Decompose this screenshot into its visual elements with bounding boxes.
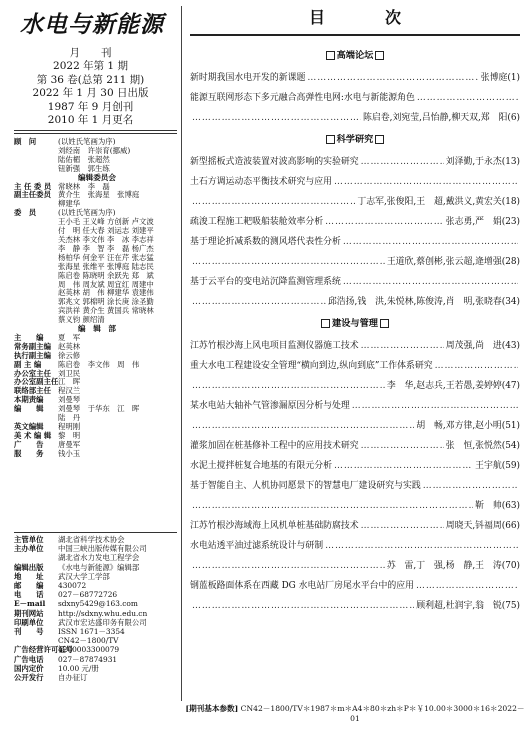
credit-row xyxy=(14,405,180,414)
period-label: 月 刊 xyxy=(69,47,112,59)
publisher-value: 自办征订 xyxy=(58,673,88,683)
credit-key: 执行副主编 xyxy=(14,350,51,360)
credit-key: 编 辑 xyxy=(14,404,44,414)
publisher-key: 国内定价 xyxy=(14,663,44,673)
publisher-row xyxy=(14,618,180,627)
entry-author: 顾利超,杜润宇,翁 锐(75) xyxy=(416,601,520,611)
publisher-value: 湖北省水力发电工程学会 xyxy=(58,553,140,563)
credit-row xyxy=(14,450,180,459)
credit-key xyxy=(14,254,58,263)
credit-value: 刘曼琴 xyxy=(58,395,81,405)
entry-author: 王道欣,蔡创彬,张云超,逄增强(28) xyxy=(386,257,520,267)
leader-dots xyxy=(325,212,444,232)
toc-entry xyxy=(190,152,520,172)
credit-value: 杨柏华 何金平 汪在芹 张志猛 xyxy=(58,252,154,262)
publish-date: 2022 年 1 月 30 日出版 xyxy=(32,87,149,100)
credit-key: 常务副主编 xyxy=(14,341,51,351)
toc-entry xyxy=(190,436,520,456)
section-name: 科学研究 xyxy=(336,134,374,145)
publisher-row xyxy=(14,590,180,599)
entry-author: 张志勇,严 娟(23) xyxy=(445,217,520,227)
publisher-row xyxy=(14,581,180,590)
publisher-row xyxy=(14,664,180,673)
entry-title: 灌浆加固在桩基修补工程中的应用技术研究 xyxy=(190,441,359,451)
toc-entry xyxy=(190,476,520,496)
toc-entry xyxy=(190,456,520,476)
credit-value: 柳建华 xyxy=(58,199,81,209)
publisher-value: 中国三峡出版传媒有限公司 xyxy=(58,544,147,554)
credit-value: (以姓氏笔画为序) xyxy=(58,137,116,146)
entry-author: 丁志军,张俊阳,王 超,戴洪义,黄宏关(18) xyxy=(357,197,520,207)
entry-title: 基于云平台的变电站沉降监测管理系统 xyxy=(190,277,341,287)
credit-key: 办公室副主任 xyxy=(14,377,59,387)
toc-section-heading xyxy=(190,314,520,334)
box-icon xyxy=(326,51,335,60)
toc-entry xyxy=(190,68,520,88)
credit-key xyxy=(14,218,58,227)
credit-key: 主 任 委 员 xyxy=(14,181,52,191)
section-name: 建设与管理 xyxy=(332,318,378,329)
credit-value: 钱小玉 xyxy=(58,448,81,458)
toc-entry xyxy=(190,356,520,376)
divider xyxy=(14,532,177,533)
divider xyxy=(14,130,177,131)
entry-title: 水泥土搅拌桩复合地基的有限元分析 xyxy=(190,461,332,471)
toc-entry xyxy=(190,172,520,192)
leader-dots xyxy=(417,88,518,108)
credit-value: 张海星 张维平 张博庭 陆志民 xyxy=(58,261,154,271)
credit-key xyxy=(14,272,58,281)
publisher-row xyxy=(14,609,180,618)
toc-entry xyxy=(190,192,520,212)
params-value: CN42－1800/TV＊1987＊m＊A4＊80＊zh＊P＊￥10.00＊3000＊16＊2022－01 xyxy=(240,704,525,723)
credit-key xyxy=(14,281,58,290)
advisor-name: 钮新强 郭生练 xyxy=(58,163,110,173)
leader-dots xyxy=(343,232,518,252)
publisher-value: 《水电与新能源》编辑部 xyxy=(58,562,140,572)
publisher-row xyxy=(14,636,180,645)
advisor-list xyxy=(14,147,180,174)
params-label: [期刊基本参数] xyxy=(185,704,239,713)
publisher-key xyxy=(14,636,58,645)
credit-key: 副主任委员 xyxy=(14,190,51,200)
credit-value: 赵英林 胡 伟 柳建华 袁建伟 xyxy=(58,288,154,298)
credit-value: 刘卫民 xyxy=(58,368,81,378)
credit-value: 徐云修 xyxy=(58,350,81,360)
credit-value: 赵英林 xyxy=(58,341,81,351)
credit-value: 付 明 任大春 刘运志 刘建平 xyxy=(58,226,154,236)
credit-key: 联络部主任 xyxy=(14,386,51,396)
credit-key xyxy=(14,316,58,325)
toc-entry xyxy=(190,108,520,128)
board-list xyxy=(14,183,180,326)
entry-title: 基于智能自主、人机协同愿景下的智慧电厂建设研究与实践 xyxy=(190,481,421,491)
entry-title: 江苏竹根沙海域海上风机单桩基础防腐技术 xyxy=(190,521,359,531)
entry-author: 王宇航(59) xyxy=(475,461,520,471)
leader-dots xyxy=(416,576,518,596)
toc-entry xyxy=(190,516,520,536)
toc-section-heading xyxy=(190,130,520,150)
publisher-value: http://sdxny.whu.edu.cn xyxy=(58,608,148,618)
leader-dots xyxy=(192,496,473,516)
credit-value: 程明刚 xyxy=(58,422,81,431)
box-icon xyxy=(375,51,384,60)
publisher-row xyxy=(14,673,180,682)
entry-title: 新时期我国水电开发的新课题 xyxy=(190,73,306,83)
credit-value: (以姓氏笔画为序) xyxy=(58,208,116,218)
credit-value: 王小毛 王义峰 方创新 卢文波 xyxy=(58,217,154,227)
editorial-credits xyxy=(14,138,180,459)
credit-value: 陈启卷 陈晓明 余跃先 郑 斌 xyxy=(58,270,154,280)
publisher-key: 广告电话 xyxy=(14,654,44,664)
publisher-key: E－mail xyxy=(14,599,46,609)
journal-logo: 水电与新能源 xyxy=(20,11,164,38)
credit-value: 周 伟 周友斌 周宜红 周建中 xyxy=(58,279,154,289)
leader-dots xyxy=(192,108,361,128)
leader-dots xyxy=(361,152,444,172)
publisher-key: 地 址 xyxy=(14,571,44,581)
toc-entry xyxy=(190,536,520,556)
credit-value: 陆 丹 xyxy=(58,413,81,423)
leader-dots xyxy=(361,516,444,536)
divider xyxy=(14,133,177,134)
publisher-row xyxy=(14,544,180,553)
publisher-row xyxy=(14,627,180,636)
toc-entry xyxy=(190,556,520,576)
credit-key xyxy=(14,245,58,254)
leader-dots xyxy=(361,336,444,356)
toc-entry xyxy=(190,396,520,416)
leader-dots xyxy=(192,252,385,272)
leader-dots xyxy=(435,356,518,376)
editorial-title: 编 辑 部 xyxy=(78,324,116,334)
leader-dots xyxy=(192,416,414,436)
credit-value: 程汉兰 xyxy=(58,386,81,396)
credit-key: 委 员 xyxy=(14,208,37,218)
publisher-info xyxy=(14,535,180,682)
leader-dots xyxy=(334,172,518,192)
credit-key xyxy=(14,307,58,316)
toc-entry xyxy=(190,596,520,616)
credit-key xyxy=(14,165,58,174)
entry-author: 刘泽勤,于永杰(13) xyxy=(445,157,520,167)
publisher-key: 广告经营许可证号 xyxy=(14,645,74,655)
toc-entry xyxy=(190,212,520,232)
box-icon xyxy=(326,135,335,144)
section-name: 高端论坛 xyxy=(336,50,374,61)
credit-key: 美 术 编 辑 xyxy=(14,430,52,440)
credit-key xyxy=(14,147,58,156)
credit-value: 陈启卷 李文伟 周 伟 xyxy=(58,359,140,369)
publisher-key xyxy=(14,553,58,562)
entry-title: 江苏竹根沙海上风电项目监测仪器施工技术 xyxy=(190,341,359,351)
publisher-row xyxy=(14,553,180,562)
publisher-key: 邮 编 xyxy=(14,581,44,591)
credit-value: 李 静 李 智 李 磊 杨广杰 xyxy=(58,243,154,253)
toc-entry xyxy=(190,376,520,396)
publisher-value: 027－87874931 xyxy=(58,654,118,664)
toc-entry xyxy=(190,252,520,272)
toc-title: 目 次 xyxy=(308,8,423,27)
entry-author: 周晓天,钭福周(66) xyxy=(445,521,520,531)
credit-value: 唐曼军 xyxy=(58,439,81,449)
leader-dots xyxy=(361,436,444,456)
credit-key: 广 告 xyxy=(14,439,44,449)
credit-key: 英文编辑 xyxy=(14,422,44,431)
credit-key xyxy=(14,227,58,236)
publisher-value: 湖北省科学技术协会 xyxy=(58,535,125,544)
publisher-key: 主办单位 xyxy=(14,544,44,554)
publisher-row xyxy=(14,655,180,664)
entry-author: 张博庭(1) xyxy=(480,73,520,83)
publisher-value: sdxny5429@163.com xyxy=(58,599,138,609)
publisher-key: 印刷单位 xyxy=(14,617,44,627)
credit-key xyxy=(14,263,58,272)
credit-key: 副 主 编 xyxy=(14,359,42,369)
publisher-key: 编辑出版 xyxy=(14,562,44,572)
issue-info xyxy=(0,47,181,127)
toc-entry xyxy=(190,272,520,292)
toc-rule xyxy=(190,34,520,36)
volume-number: 第 36 卷(总第 211 期) xyxy=(36,73,145,86)
entry-author: 张 恒,张悦然(54) xyxy=(445,441,520,451)
credit-key: 本期责编 xyxy=(14,395,44,405)
publisher-row xyxy=(14,535,180,544)
advisor-name: 刘经南 许崇育(挪威) xyxy=(58,145,131,155)
publisher-key: 期刊网站 xyxy=(14,608,44,618)
credit-key: 主 编 xyxy=(14,332,44,342)
entry-author: 靳 帅(63) xyxy=(475,501,520,511)
leader-dots xyxy=(192,596,414,616)
publisher-value: 4200003300079 xyxy=(58,645,120,655)
credit-key: 办公室主任 xyxy=(14,368,51,378)
leader-dots xyxy=(343,272,518,292)
publisher-row xyxy=(14,563,180,572)
box-icon xyxy=(380,319,389,328)
credit-value: 夏 军 xyxy=(58,332,81,342)
entry-title: 基于理论折减系数的测风塔代表性分析 xyxy=(190,237,341,247)
credit-key: 顾 问 xyxy=(14,137,37,146)
publisher-value: CN42－1800/TV xyxy=(58,636,119,646)
publisher-value: 武汉市宏达盛印务有限公司 xyxy=(58,617,147,627)
leader-dots xyxy=(334,456,473,476)
toc-entry xyxy=(190,576,520,596)
issue-number: 2022 年第 1 期 xyxy=(53,60,128,73)
publisher-row xyxy=(14,599,180,608)
leader-dots xyxy=(307,68,478,88)
credit-value: 江 晖 xyxy=(58,377,81,387)
leader-dots xyxy=(192,376,385,396)
toc-entry xyxy=(190,292,520,312)
publisher-value: 武汉大学工学部 xyxy=(58,571,110,581)
credit-value: 宾洪祥 黄介生 黄国兵 常晓林 xyxy=(58,306,154,316)
credit-value: 黄介生 张海星 张博庭 xyxy=(58,190,140,200)
credit-value: 刘曼琴 于华东 江 晖 xyxy=(58,404,140,414)
publisher-value: 10.00 元/册 xyxy=(58,663,99,673)
credit-value: 常晓林 李 磊 xyxy=(58,181,110,191)
entry-title: 新型摇板式造波装置对波高影响的实验研究 xyxy=(190,157,359,167)
table-of-contents xyxy=(190,44,520,616)
journal-parameters xyxy=(182,703,528,723)
publisher-key: 主管单位 xyxy=(14,535,44,544)
box-icon xyxy=(321,319,330,328)
credit-value: 蔡义钧 颜绍清 xyxy=(58,315,105,325)
publisher-row xyxy=(14,645,180,654)
publisher-key: 公开发行 xyxy=(14,673,44,683)
entry-author: 苏 雷,丁 强,杨 静,王 涛(70) xyxy=(386,561,520,571)
leader-dots xyxy=(325,536,518,556)
entry-author: 李 华,赵志兵,王若愚,姜婷婷(47) xyxy=(386,381,520,391)
founded-date: 1987 年 9 月创刊 xyxy=(47,100,134,113)
credit-value: 黎 明 xyxy=(58,430,81,440)
toc-section-heading xyxy=(190,46,520,66)
publisher-value: 027－68772726 xyxy=(58,590,118,600)
box-icon xyxy=(375,135,384,144)
entry-author: 胡 畅,邓方律,赵小明(51) xyxy=(416,421,520,431)
staff-list xyxy=(14,334,180,459)
leader-dots xyxy=(192,556,385,576)
leader-dots xyxy=(352,396,518,416)
credit-value: 关杰林 李文伟 李 冰 李志祥 xyxy=(58,234,154,244)
advisor-name: 陆佑楣 张超然 xyxy=(58,154,110,164)
toc-entry xyxy=(190,88,520,108)
toc-entry xyxy=(190,416,520,436)
toc-entry xyxy=(190,232,520,252)
publisher-row xyxy=(14,572,180,581)
credit-key xyxy=(14,298,58,307)
publisher-key: 电 话 xyxy=(14,590,44,600)
publisher-value: 430072 xyxy=(58,581,87,591)
entry-author: 陈启卷,刘宛莹,吕怡静,柳天双,郑 阳(6) xyxy=(363,113,520,123)
renamed-date: 2010 年 1 月更名 xyxy=(47,114,134,127)
credit-row xyxy=(14,191,180,200)
credit-value: 郭兆文 郭棉明 涂长庚 涂圣勤 xyxy=(58,297,154,307)
credit-key xyxy=(14,236,58,245)
leader-dots xyxy=(192,192,355,212)
entry-author: 邱浩扬,钱 洪,朱悦林,陈俊涛,肖 明,张晓春(34) xyxy=(327,297,520,307)
entry-title: 水电站透平油过滤系统设计与研制 xyxy=(190,541,324,551)
entry-title: 疏浚工程施工耙吸船装舱效率分析 xyxy=(190,217,324,227)
leader-dots xyxy=(423,476,518,496)
leader-dots xyxy=(192,292,326,312)
toc-entry xyxy=(190,496,520,516)
publisher-value: ISSN 1671－3354 xyxy=(58,627,125,637)
entry-title: 能源互联网形态下多元融合高弹性电网:水电与新能源角色 xyxy=(190,93,415,103)
board-title: 编辑委员会 xyxy=(78,172,116,182)
entry-title: 钢蓝板路面体系在西藏 DG 水电站厂房尾水平台中的应用 xyxy=(190,581,414,591)
credit-key: 服 务 xyxy=(14,448,44,458)
entry-title: 土石方调运动态平衡技术研究与应用 xyxy=(190,177,332,187)
credit-key xyxy=(14,289,58,298)
toc-entry xyxy=(190,336,520,356)
entry-title: 重大水电工程建设安全管理“横向到边,纵向到底”工作体系研究 xyxy=(190,361,433,371)
entry-author: 周茂强,尚 进(43) xyxy=(445,341,520,351)
column-divider xyxy=(181,6,182,701)
entry-title: 某水电站大轴补气管渗漏原因分析与处理 xyxy=(190,401,350,411)
credit-key xyxy=(14,156,58,165)
publisher-key: 刊 号 xyxy=(14,627,44,637)
